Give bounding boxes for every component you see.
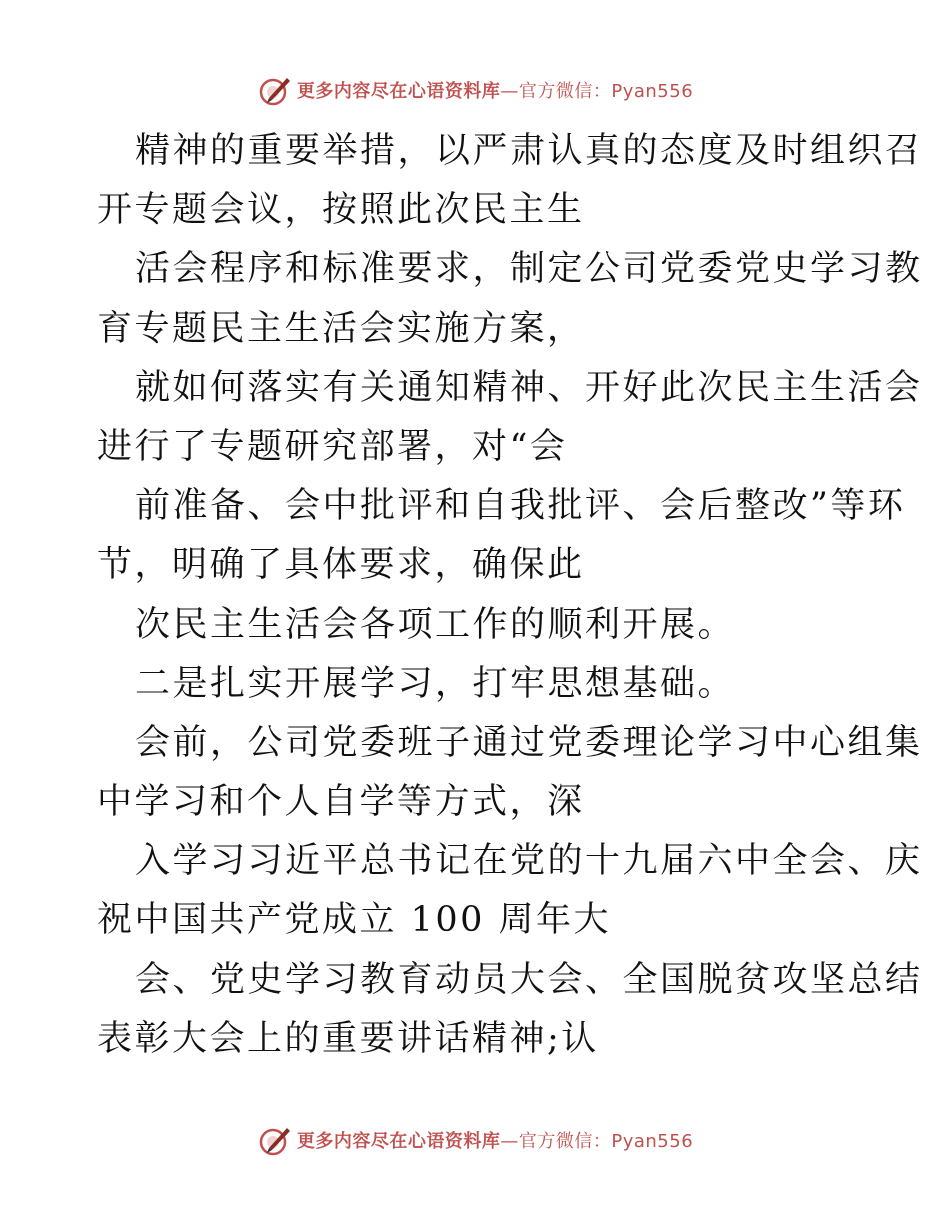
paragraph-line: 入学习习近平总书记在党的十九届六中全会、庆 (135, 841, 923, 882)
paragraph-line: 进行了专题研究部署，对“会 (97, 426, 568, 467)
watermark-wechat-id: Pyan556 (611, 81, 694, 102)
watermark-separator: — (500, 81, 519, 102)
paragraph-line: 就如何落实有关通知精神、开好此次民主生活会 (135, 367, 923, 408)
paragraph-line: 精神的重要举措，以严肃认真的态度及时组织召 (135, 131, 923, 171)
quill-pen-icon (257, 72, 293, 108)
watermark-text (297, 77, 693, 103)
paragraph-line: 会前，公司党委班子通过党委理论学习中心组集 (135, 722, 923, 763)
paragraph-line: 开专题会议，按照此次民主生 (97, 190, 585, 231)
watermark-official: 官方微信： (518, 81, 612, 102)
watermark-brand: 更多内容尽在心语资料库 (296, 81, 501, 102)
paragraph-line: 中学习和个人自学等方式，深 (97, 782, 585, 823)
paragraph-line: 活会程序和标准要求，制定公司党委党史学习教 (135, 249, 923, 290)
paragraph-line: 表彰大会上的重要讲话精神;认 (97, 1018, 599, 1059)
watermark-wechat-id: Pyan556 (611, 1131, 694, 1152)
paragraph-line: 祝中国共产党成立 100 周年大 (97, 900, 612, 941)
watermark-official: 官方微信： (518, 1131, 612, 1152)
paragraph-line: 育专题民主生活会实施方案， (97, 308, 585, 349)
paragraph-line: 二是扎实开展学习，打牢思想基础。 (135, 663, 736, 704)
footer-watermark (0, 1120, 950, 1160)
paragraph-line: 次民主生活会各项工作的顺利开展。 (135, 604, 736, 645)
quill-pen-icon (257, 1122, 293, 1158)
watermark-separator: — (500, 1131, 519, 1152)
header-watermark (0, 70, 950, 110)
watermark-brand: 更多内容尽在心语资料库 (296, 1131, 501, 1152)
paragraph-line: 节，明确了具体要求，确保此 (97, 545, 585, 586)
paragraph-line: 前准备、会中批评和自我批评、会后整改”等环 (135, 486, 906, 527)
paragraph-line: 会、党史学习教育动员大会、全国脱贫攻坚总结 (135, 959, 923, 1000)
document-body (97, 122, 923, 1069)
watermark-text (297, 1127, 693, 1153)
